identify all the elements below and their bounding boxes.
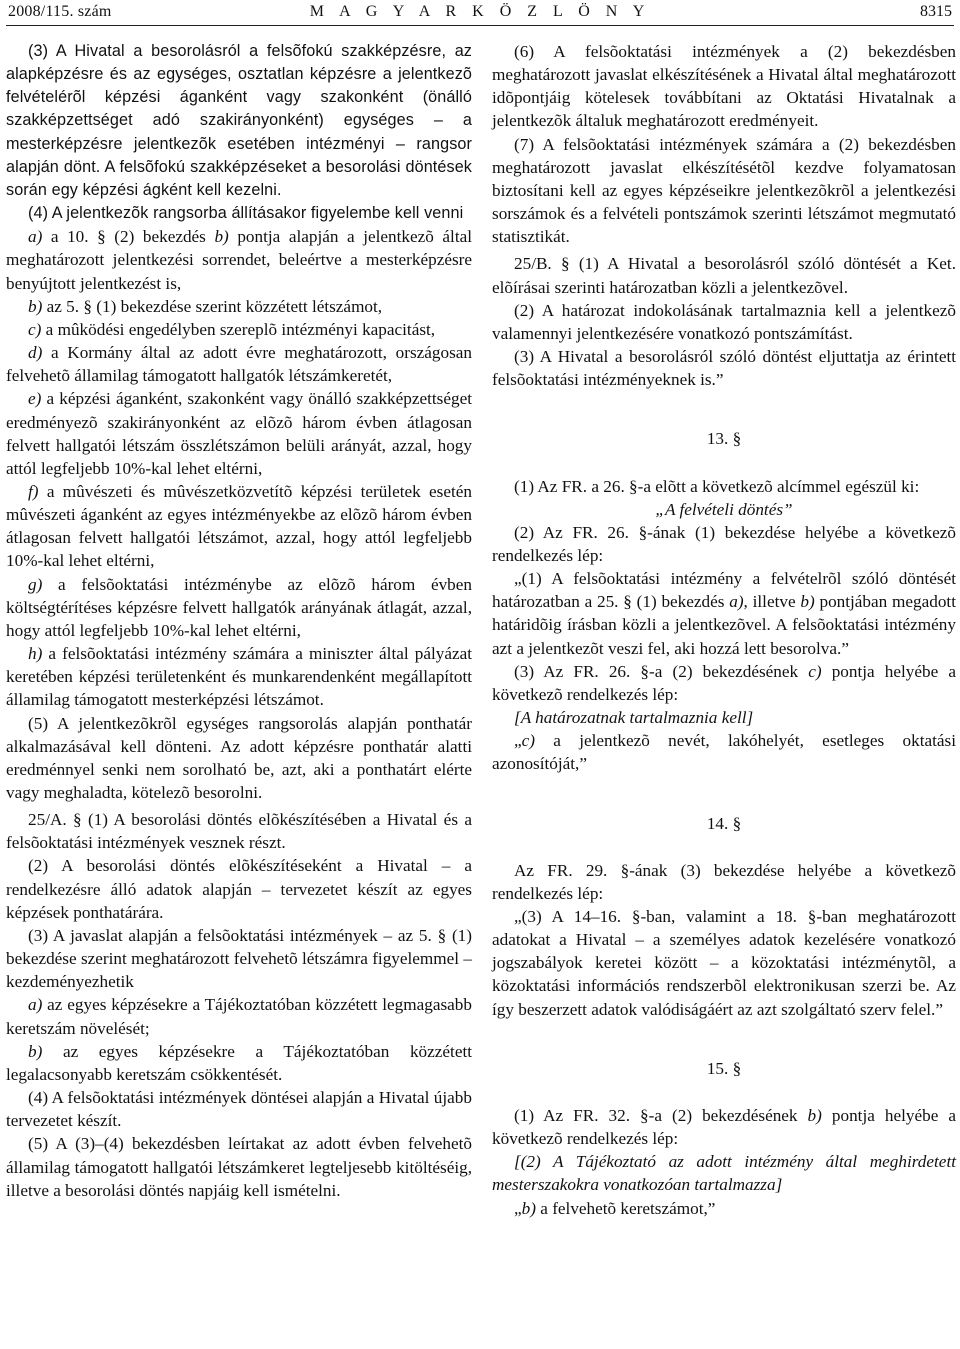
paragraph: „(3) A 14–16. §-ban, valamint a 18. §-ban meghatározott adatokat a Hivatal – a személyes adatok kezelésére vonatkozó jogszabályok keretei között – a közoktatási intézménytõl, a közoktatási információs rendszerbõl elektronikusan szerzi be. Az így beszerzett adatok valódiságáért az azt szolgáltató szerv felel.”: [492, 907, 956, 1019]
paragraph: „A felvételi döntés”: [655, 499, 793, 519]
paragraph: a) a 10. § (2) bekezdés b) pontja alapján a jelentkezõ által meghatározott jelentkezési sorrendet, beleértve a mesterképzésre benyújtott jelentkezést is,: [6, 227, 472, 293]
paragraph: [(2) A Tájékoztató az adott intézmény által meghirdetett mesterszakokra vonatkozóan tartalmazza]: [492, 1152, 956, 1195]
paragraph: „b) a felvehetõ keretszámot,”: [514, 1198, 716, 1218]
paragraph: „(1) A felsõoktatási intézmény a felvételrõl szóló döntését határozatban a 25. § (1) bekezdés a), illetve b) pontjában megadott határidõig írásban közli a jelentkezõvel. A felsõoktatási intézmény azt a jelentkezõt veszi fel, aki hozzá lett besorolva.”: [492, 569, 956, 658]
right-column: [492, 40, 956, 1220]
paragraph: 25/A. § (1) A besorolási döntés elõkészítésében a Hivatal és a felsõoktatási intézmények vesznek részt.: [6, 810, 472, 853]
paragraph: e) a képzési áganként, szakonként vagy önálló szakképzettséget eredményezõ szakirányonként az elõzõ három évben átlagosan felvett hallgatói létszám összlétszámon belüli arányát, azzal, hogy attól legfeljebb 10%-kal lehet eltérni,: [6, 389, 472, 478]
paragraph: (1) Az FR. a 26. §-a elõtt a következõ alcímmel egészül ki:: [514, 476, 920, 496]
paragraph: (5) A jelentkezõkrõl egységes rangsorolás alapján ponthatár alkalmazásával kell dönteni. Az adott képzésre ponthatár alatti eredménnyel senki nem sorolható be, azt, aki a ponthatárt elérte vagy meghaladta, kötelezõ besorolni.: [6, 713, 472, 802]
paragraph: h) a felsõoktatási intézmény számára a miniszter által pályázat keretében képzési területenként és munkarendenként megállapított államilag támogatott mesterképzési létszámot.: [6, 644, 472, 710]
paragraph: (2) A határozat indokolásának tartalmaznia kell a jelentkezõ valamennyi jelentkezésére vonatkozó pontszámítást.: [492, 300, 956, 343]
paragraph: (4) A jelentkezõk rangsorba állításakor figyelembe kell venni: [28, 204, 464, 223]
paragraph: 25/B. § (1) A Hivatal a besorolásról szóló döntését a Ket. elõírásai szerinti határozatban közli a jelentkezõvel.: [492, 254, 956, 297]
paragraph: a) az egyes képzésekre a Tájékoztatóban közzétett legmagasabb keretszám növelését;: [6, 995, 472, 1038]
paragraph: c) a mûködési engedélyben szereplõ intézményi kapacitást,: [28, 319, 436, 339]
page-number: 8315: [920, 3, 952, 20]
paragraph: (5) A (3)–(4) bekezdésben leírtakat az adott évben felvehetõ államilag támogatott hallgatói létszámkeret legteljesebb kitöltéséig, illetve a besorolási döntés napjáig kell ismételni.: [6, 1134, 472, 1200]
paragraph: Az FR. 29. §-ának (3) bekezdése helyébe a következõ rendelkezés lép:: [492, 860, 956, 903]
journal-title: M A G Y A R K Ö Z L Ö N Y: [309, 3, 651, 20]
paragraph: b) az egyes képzésekre a Tájékoztatóban közzétett legalacsonyabb keretszám csökkentését.: [6, 1041, 472, 1084]
paragraph: g) a felsõoktatási intézménybe az elõzõ három évben költségtérítéses képzésre felvett hallgatók arányának átlagát, azzal, hogy attól legfeljebb 10%-kal lehet eltérni,: [6, 574, 472, 640]
paragraph: b) az 5. § (1) bekezdése szerint közzétett létszámot,: [28, 296, 383, 316]
paragraph: (3) A Hivatal a besorolásról a felsõfokú szakképzésre, az alapképzésre és az egységes, osztatlan képzésre a jelentkezõ felvételérõl képzési áganként vagy szakonként (önálló szakképzettséget adó szakirányonként) egységes – a mesterképzésre jelentkezõk esetében intézményi – rangsor alapján dönt. A felsõfokú szakképzéseket a besorolási döntések során egy képzési ágként kell kezelni.: [6, 42, 472, 199]
paragraph: (7) A felsõoktatási intézmények számára a (2) bekezdésben meghatározott javaslat elkészítésétõl kezdve folyamatosan biztosítani kell az egyes képzéseikre jelentkezõkrõl a jelentkezési sorszámok és a felvételi pontszámok szerinti létszámot megmutató statisztikát.: [492, 134, 956, 247]
paragraph: (6) A felsõoktatási intézmények a (2) bekezdésben meghatározott javaslat elkészítésének a Hivatal által meghatározott idõpontjáig kötelesek továbbítani az Oktatási Hivatalnak a jelentkezõk általuk meghatározott eredményeit.: [492, 42, 956, 131]
paragraph: (1) Az FR. 32. §-a (2) bekezdésének b) pontja helyébe a következõ rendelkezés lép:: [492, 1105, 956, 1149]
paragraph: (3) A javaslat alapján a felsõoktatási intézmények – az 5. § (1) bekezdése szerint meghatározott felvehetõ létszámra figyelemmel – kezdeményezhetik: [6, 925, 472, 992]
paragraph: „c) a jelentkezõ nevét, lakóhelyét, esetleges oktatási azonosítóját,”: [492, 731, 956, 774]
paragraph: (4) A felsõoktatási intézmények döntései alapján a Hivatal újabb tervezetet készít.: [6, 1088, 472, 1131]
issue-number: 2008/115. szám: [8, 3, 112, 20]
paragraph: (3) Az FR. 26. §-a (2) bekezdésének c) pontja helyébe a következõ rendelkezés lép:: [492, 661, 956, 704]
section-heading: 14. §: [706, 813, 742, 833]
paragraph: (3) A Hivatal a besorolásról szóló döntést eljuttatja az érintett felsõoktatási intézményeknek is.”: [492, 347, 956, 390]
header-rule: [6, 25, 954, 26]
left-column: [6, 40, 472, 1202]
paragraph: (2) Az FR. 26. §-ának (1) bekezdése helyébe a következõ rendelkezés lép:: [492, 522, 956, 565]
paragraph: [A határozatnak tartalmaznia kell]: [514, 708, 754, 728]
paragraph: f) a mûvészeti és mûvészetközvetítõ képzési területek esetén mûvészeti áganként az egyes intézményekbe az elõzõ három évben átlagosan felvett hallgatói létszámot, azzal, hogy attól legfeljebb 10%-kal lehet eltérni,: [6, 481, 472, 571]
paragraph: (2) A besorolási döntés elõkészítéseként a Hivatal – a rendelkezésre álló adatok alapján – tervezetet készít az egyes képzések ponthatárára.: [6, 856, 472, 922]
section-heading: 15. §: [706, 1058, 742, 1078]
section-heading: 13. §: [706, 429, 742, 449]
paragraph: d) a Kormány által az adott évre meghatározott, országosan felvehetõ államilag támogatott hallgatók létszámkeretét,: [6, 343, 472, 386]
